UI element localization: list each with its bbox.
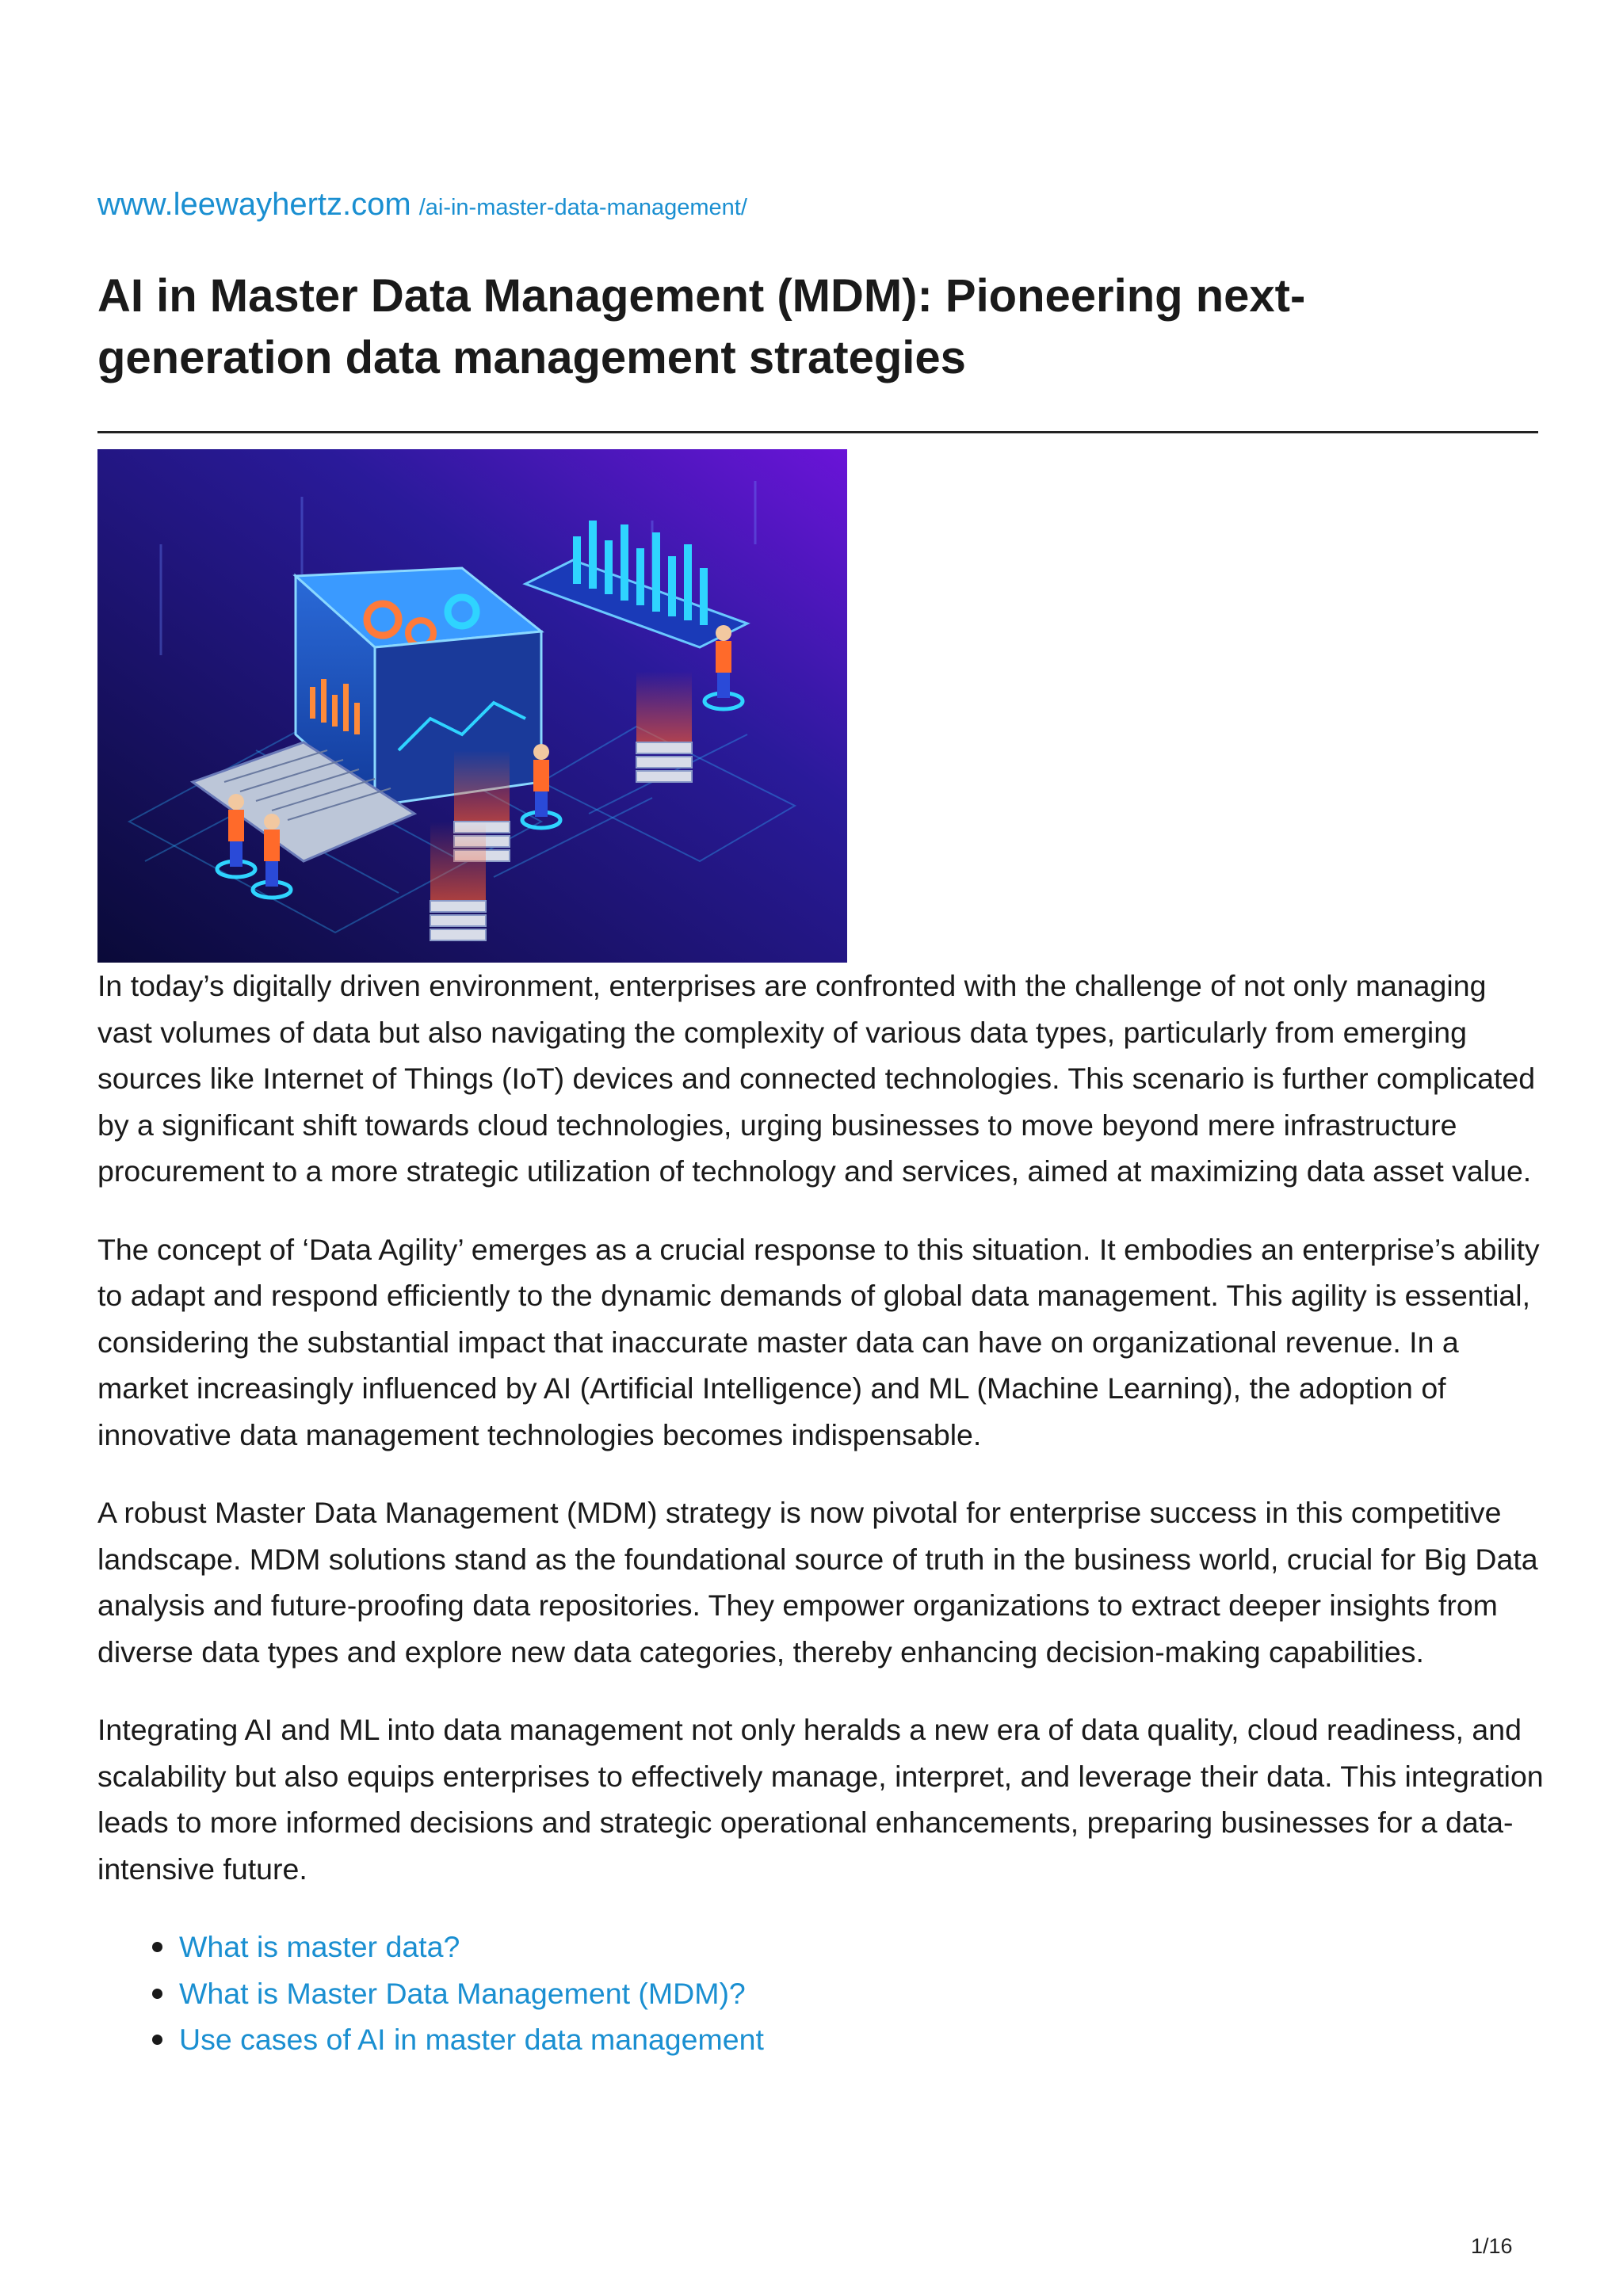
table-of-contents [97,1924,1544,2063]
toc-link-what-is-mdm[interactable]: What is Master Data Management (MDM)? [179,1976,746,2010]
isometric-data-center-illustration-icon [97,449,847,963]
toc-item [179,1970,1544,2017]
source-domain-link[interactable]: www.leewayhertz.com [97,187,411,222]
paragraph: Integrating AI and ML into data management not only heralds a new era of data quality, cloud readiness, and scalability but also equips enterprises to effectively manage, interpret, and leverage their data. This integration leads to more informed decisions and strategic operational enhancements, preparing businesses for a data-intensive future. [97,1713,1544,1886]
title-divider [97,431,1538,433]
source-url [97,187,747,223]
hero-image [97,449,847,963]
toc-item [179,1924,1544,1970]
paragraph: The concept of ‘Data Agility’ emerges as a crucial response to this situation. It embodies an enterprise’s ability to adapt and respond efficiently to the dynamic demands of global data management. This agility is essential, considering the substantial impact that inaccurate master data can have on organizational revenue. In a market increasingly influenced by AI (Artificial Intelligence) and ML (Machine Learning), the adoption of innovative data management technologies becomes indispensable. [97,1232,1540,1451]
page-number: 1/16 [1471,2234,1513,2258]
article-body [97,963,1544,2063]
paragraph: A robust Master Data Management (MDM) strategy is now pivotal for enterprise success in this competitive landscape. MDM solutions stand as the foundational source of truth in the business world, crucial for Big Data analysis and future-proofing data repositories. They empower organizations to extract deeper insights from diverse data types and explore new data categories, thereby enhancing decision-making capabilities. [97,1496,1538,1669]
article-title: AI in Master Data Management (MDM): Pioneering next-generation data management strategies [97,270,1306,383]
toc-link-what-is-master-data[interactable]: What is master data? [179,1930,460,1963]
toc-item [179,2016,1544,2063]
paragraph: In today’s digitally driven environment, enterprises are confronted with the challenge of not only managing vast volumes of data but also navigating the complexity of various data types, particularly from emerging sources like Internet of Things (IoT) devices and connected technologies. This scenario is further complicated by a significant shift towards cloud technologies, urging businesses to move beyond mere infrastructure procurement to a more strategic utilization of technology and services, aimed at maximizing data asset value. [97,969,1536,1188]
source-path-link[interactable]: /ai-in-master-data-management/ [418,195,747,220]
toc-link-use-cases[interactable]: Use cases of AI in master data management [179,2023,764,2056]
